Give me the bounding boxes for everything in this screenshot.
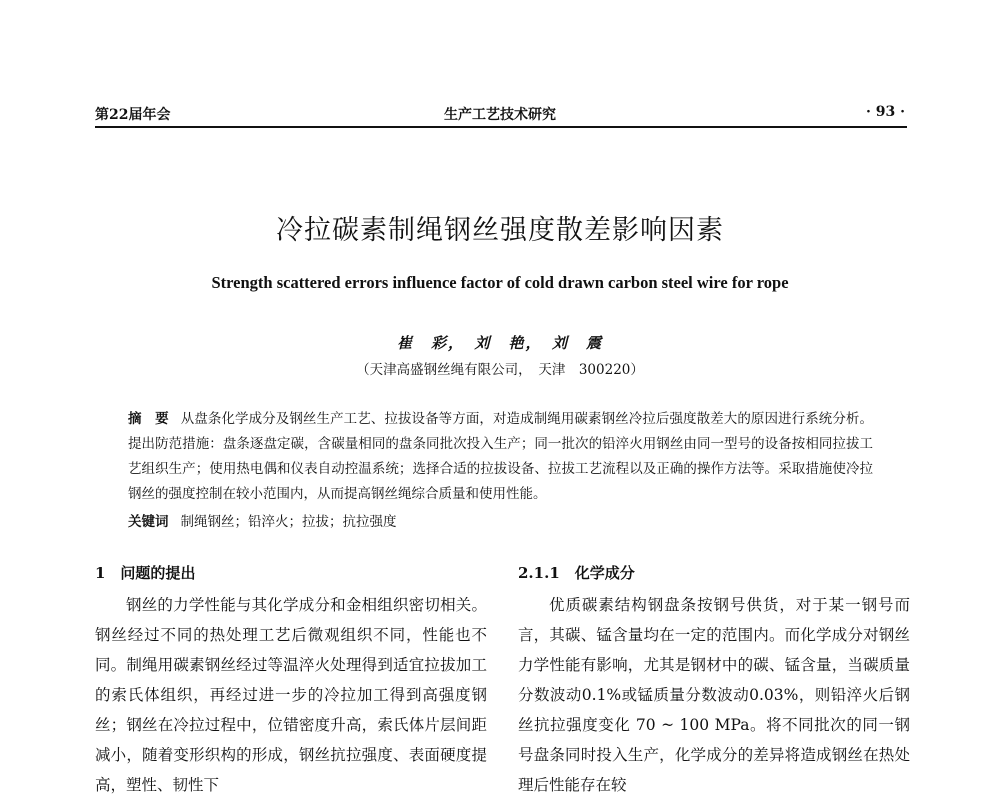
keywords [128, 510, 873, 530]
subsection-heading: 2.1.1 化学成分 [518, 564, 635, 582]
header-conference: 第22届年会 [95, 107, 171, 123]
affiliation: （天津高盛钢丝绳有限公司， 天津 300220） [356, 362, 644, 378]
abstract-text: 从盘条化学成分及钢丝生产工艺、拉拔设备等方面，对造成制绳用碳素钢丝冷拉后强度散差大的原因进行系统分析。提出防范措施：盘条逐盘定碳，含碳量相同的盘条同批次投入生产；同一批次的铅淬火用钢丝由同一型号的设备按相同拉拔工艺组织生产；使用热电偶和仪表自动控温系统；选择合适的拉拔设备、拉拔工艺流程以及正确的操作方法等。采取措施使冷拉钢丝的强度控制在较小范围内，从而提高钢丝绳综合质量和使用性能。 [128, 411, 874, 502]
authors: 崔 彩， 刘 艳， 刘 震 [396, 334, 603, 352]
abstract [128, 407, 873, 507]
right-column [518, 562, 910, 800]
title-chinese: 冷拉碳素制绳钢丝强度散差影响因素 [276, 215, 724, 246]
header-page-number: · 93 · [866, 104, 905, 120]
abstract-label: 摘 要 [128, 411, 169, 427]
title-english: Strength scattered errors influence factor of cold drawn carbon steel wire for rope [211, 273, 789, 292]
body-paragraph: 钢丝的力学性能与其化学成分和金相组织密切相关。钢丝经过不同的热处理工艺后微观组织不同，性能也不同。制绳用碳素钢丝经过等温淬火处理得到适宜拉拔加工的索氏体组织，再经过进一步的冷拉加工得到高强度钢丝；钢丝在冷拉过程中，位错密度升高，索氏体片层间距减小，随着变形织构的形成，钢丝抗拉强度、表面硬度提高，塑性、韧性下 [95, 596, 487, 794]
header-section: 生产工艺技术研究 [444, 107, 556, 123]
running-header [95, 104, 905, 126]
body-paragraph: 优质碳素结构钢盘条按钢号供货，对于某一钢号而言，其碳、锰含量均在一定的范围内。而化学成分对钢丝力学性能有影响，尤其是钢材中的碳、锰含量，当碳质量分数波动0.1%或锰质量分数波动0.03%，则铅淬火后钢丝抗拉强度变化 70 ~ 100 MPa。将不同批次的同一钢号盘条同时投入生产，化学成分的差异将造成钢丝在热处理后性能存在较 [518, 596, 910, 794]
left-column [95, 562, 487, 800]
section-heading: 1 问题的提出 [95, 564, 196, 582]
header-rule [95, 126, 907, 128]
keywords-text: 制绳钢丝；铅淬火；拉拔；抗拉强度 [180, 514, 397, 530]
keywords-label: 关键词 [128, 514, 169, 530]
